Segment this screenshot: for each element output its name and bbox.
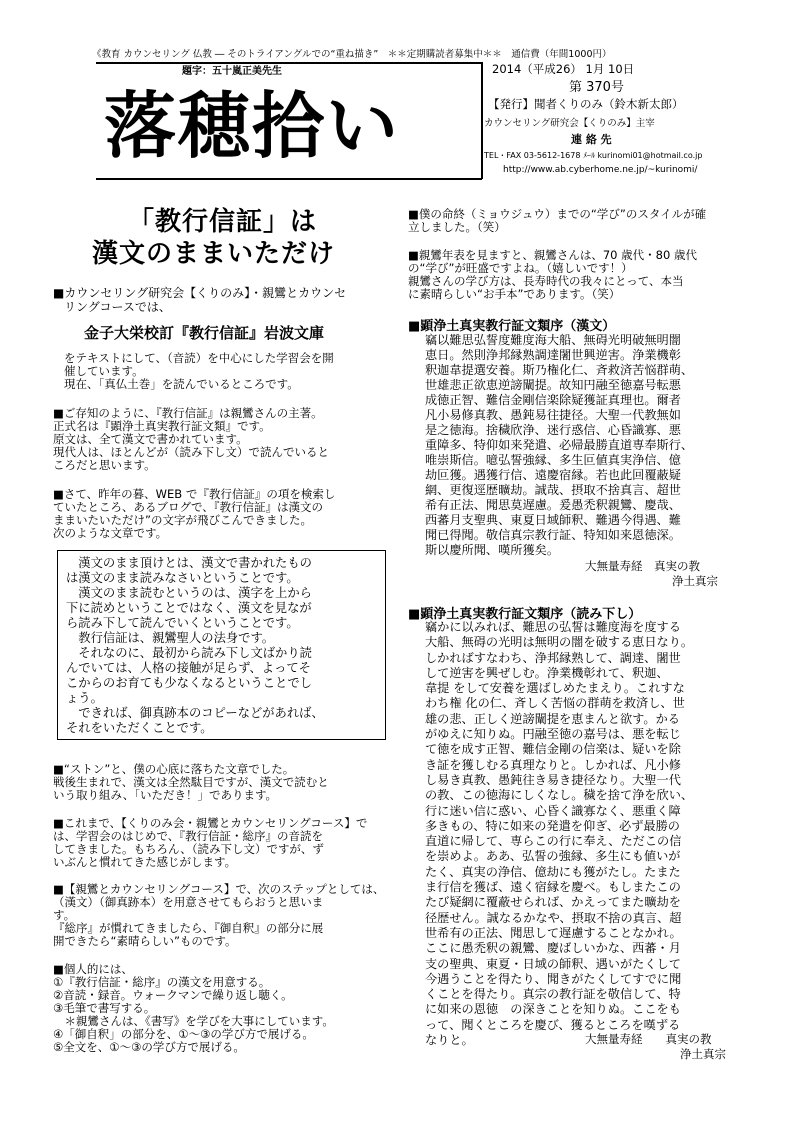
intro-line1: ■カウンセリング研究会【くりのみ】・親鸞とカウンセ <box>53 286 347 300</box>
issue-number: 第 370号 <box>569 80 624 95</box>
header-top-line: 《教育 カウンセリング 仏教 ― そのトライアングルでの“重ね描き” ＊＊定期購読者募集中＊＊ 通信費（年間1000円） <box>92 49 612 60</box>
paragraph-koremade: ■これまで、【くりのみ会・親鸞とカウンセリングコース】で は、学習会のはじめで、『教行信証・総序』の音読を してきました。もちろん、（読み下し文）ですが、ず いぶんと慣れてきた感じがします。 <box>53 816 368 869</box>
quote-text: 漢文のまま頂けとは、漢文で書かれたもの は漢文のまま読みなさいということです。 漢文のまま読むというのは、漢字を上から 下に読めということではなく、漢文を見なが ら読み下して読んでいくということです。 教行信証は、親鸞聖人の法身です。 それなのに、最初から読み下し文ばかり読 んでいては、人格の接触が足らず、よってそ こからのお育ても少なくなるということでし ょう。 できれば、御真跡本のコピーなどがあれば、 それをいただくことです。 <box>66 556 324 735</box>
headline-line1: 「教行信証」は <box>128 207 318 237</box>
paragraph-myoju: ■僕の命終（ミョウジュウ）までの“学び”のスタイルが確 立しました。（笑） <box>408 207 707 234</box>
headline-line2: 漢文のままいただけ <box>92 239 336 269</box>
yomikudashi-sign-sutra: 大無量寿経 真実の教 <box>585 1032 712 1046</box>
publisher: 【発行】聞者くりのみ（鈴木新太郎） <box>488 97 684 111</box>
kanbun-text: 竊以難思弘誓度難度海大船、無碍光明破無明闇 恵日。然則浄邦縁熟調達闍世興逆害。浄業機彰 釈迦韋提選安養。斯乃権化仁、斉救済苦悩群萌、 世雄悲正欲恵逆謗闡提。故知円融至徳嘉号転悪 成徳正智、難信金剛信楽除疑獲証真理也。爾者 凡小易修真教、愚鈍易往捷径。大聖一代教無如 是之徳海。捨穢欣浄、迷行惑信、心昏識寡、悪 重障多、特仰如来発遣、必帰最勝直道専奉斯行、 唯崇斯信。噫弘誓強縁、多生叵値真実浄信、億 劫叵獲。遇獲行信、遠慶宿縁。若也此回覆蔽疑 網、更復逕歴曠劫。誠哉、摂取不捨真言、超世 希有正法、聞思莫遅慮。爰愚禿釈親鸞、慶哉、 西蕃月支聖典、東夏日域師釈、難遇今得遇、難 聞已得聞。敬信真宗教行証、特知如来恩徳深。 斯以慶所聞、嘆所獲矣。 <box>425 333 694 557</box>
contact-label: 連 絡 先 <box>571 133 612 146</box>
paragraph-next-step: ■【親鸞とカウンセリングコース】で、次のステップとしては、 （漢文）（御真跡本）を用意させてもらおうと思いま す。 『総序』が慣れてきましたら、『御自釈』の部分に展 開できたら“素晴らしい”ものです。 <box>53 882 385 948</box>
intro-line2: リングコースでは、 <box>64 300 171 314</box>
paragraph-nenpyo: ■親鸞年表を見ますと、親鸞さんは、70 歳代・80 歳代 の“学び”が旺盛ですよね。（嬉しいです！） 親鸞さんの学び方は、長寿時代の我々にとって、本当 に素晴らしい“お手本”であります。（笑） <box>408 248 697 301</box>
title-credit: 題字：五十嵐正美先生 <box>182 66 282 77</box>
yomikudashi-heading: ■顕浄土真実教行証文類序（読み下し） <box>408 607 642 622</box>
paragraph-text: をテキストにして、（音読）を中心にした学習会を開 催しています。 現在、「真仏土巻」を読んでいるところです。 <box>64 351 334 391</box>
header-rule-top <box>96 62 482 64</box>
kanbun-heading: ■顕浄土真実教行証文類序（漢文） <box>408 319 616 334</box>
paragraph-suton: ■“ストン”と、僕の心底に落ちた文章でした。 戦後生まれで、漢文は全然駄目ですが、漢文で読むと いう取り組み、「いただき！」であります。 <box>53 762 329 802</box>
contact-tel: TEL・FAX 03-5612-1678 ﾒｰﾙ kurinomi01@hotmail.co.jp <box>484 151 703 160</box>
kanbun-sign-school: 浄土真宗 <box>672 574 718 588</box>
newsletter-title: 落穂拾い <box>104 83 401 168</box>
paragraph-web: ■さて、昨年の暮、WEB で『教行信証』の項を検索し ていたところ、あるブログで、『教行信証』は漢文の ままいたいただけ”の文字が飛びこんできました。 次のような文章です。 <box>53 487 336 540</box>
paragraph-personal: ■個人的には、 ①『教行信証・総序』の漢文を用意する。 ②音読・録音。ウォークマンで繰り返し聴く。 ③毛筆で書写する。 ＊親鸞さんは、《書写》を学びを大事にしています。 ④「御自釈」の部分を、①～③の学び方で展げる。 ⑤全文を、①～③の学び方で展げる。 <box>53 962 334 1054</box>
yomikudashi-text: 竊かに以みれば、難思の弘誓は難度海を度する 大船、無碍の光明は無明の闇を破する恵日なり。 しかればすなわち、浄邦縁熟して、調達、闍世 して逆害を興ぜしむ。浄業機彰れて、釈迦、 韋提 をして安養を選ばしめたまえり。これすな わち権 化の仁、斉しく苦悩の群萌を救済し、世 雄の悲、正しく逆謗闡提を恵まんと欲す。かる がゆえに知りぬ。円融至徳の嘉号は、悪を転じ て徳を成す正智、難信金剛の信楽は、疑いを除 き証を獲しむる真理なりと。しかれば、凡小修 し易き真教、愚鈍往き易き捷径なり。大聖一代 の教、この徳海にしくなし。穢を捨て浄を欣い、 行に迷い信に惑い、心昏く識寡なく、悪重く障 多きもの、特に如来の発遣を仰ぎ、必ず最勝の 直道に帰して、専らこの行に奉え、ただこの信 を崇めよ。ああ、弘誓の強縁、多生にも値いが たく、真実の浄信、億劫にも獲がたし。たまた ま行信を獲ば、遠く宿縁を慶べ。もしまたこの たび疑網に覆蔽せられば、かえってまた曠劫を 径歴せん。誠なるかなや、摂取不捨の真言、超 世希有の正法、聞思して遅慮することなかれ。 ここに愚禿釈の親鸞、慶ばしいかな、西蕃・月 支の聖典、東夏・日域の師釈、遇いがたくして 今遇うことを得たり、聞きがたくしてすでに聞 くことを得たり。真宗の教行証を敬信して、特 に如来の恩徳 の深きことを知りぬ。ここをも って、聞くところを慶び、獲るところを嘆ずる なりと。 <box>425 620 694 1048</box>
yomikudashi-sign-school: 浄土真宗 <box>680 1047 726 1061</box>
paragraph-zonchi: ■ご存知のように、『教行信証』は親鸞さんの主著。 正式名は『顕浄土真実教行証文類』です。 原文は、全て漢文で書かれています。 現代人は、ほとんどが（読み下し文）で読んでいると ころだと思います。 <box>53 406 329 472</box>
header-rule-bottom <box>96 178 482 180</box>
website-url[interactable]: http://www.ab.cyberhome.ne.jp/~kurinomi/ <box>503 165 698 175</box>
header-rule-right <box>481 62 483 179</box>
organization: カウンセリング研究会【くりのみ】主宰 <box>484 118 655 129</box>
kanbun-sign-sutra: 大無量寿経 真実の教 <box>585 559 700 573</box>
issue-date: 2014（平成26） 1月 10日 <box>492 62 635 76</box>
book-title: 金子大栄校訂『教行信証』岩波文庫 <box>84 324 325 342</box>
